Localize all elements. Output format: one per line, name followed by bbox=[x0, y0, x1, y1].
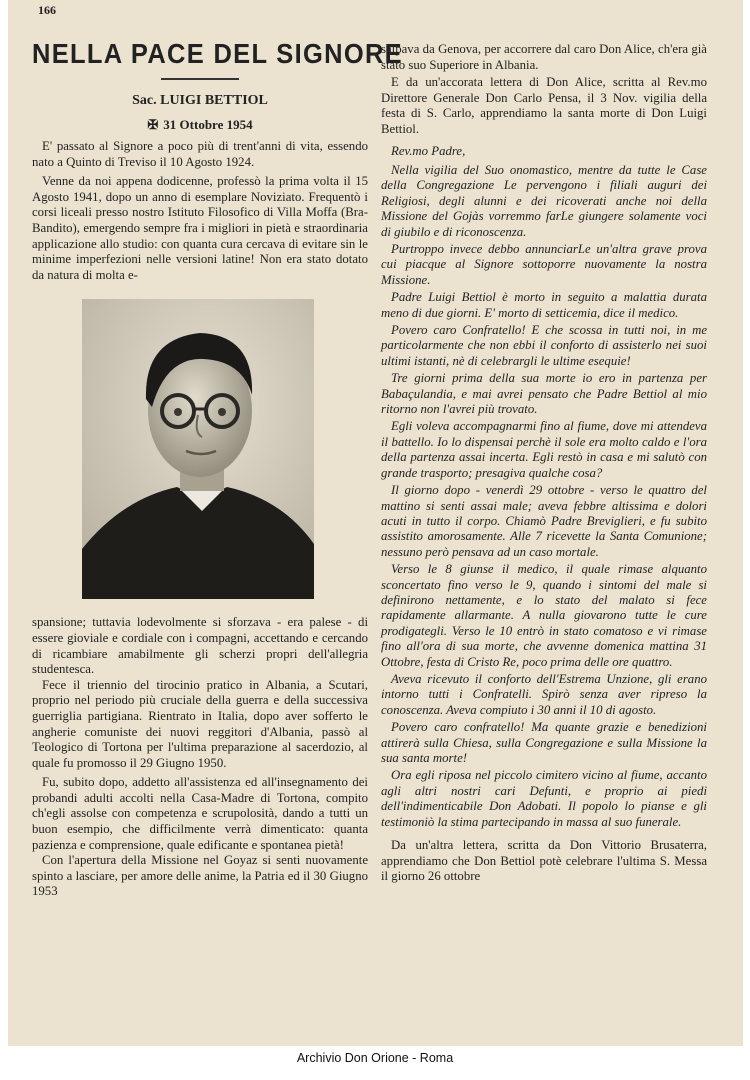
letter-paragraph: Povero caro confratello! Ma quante grazie e benedizioni attirerà sulla Chiesa, sulla Congregazione e sulla Missione la sua santa morte! bbox=[381, 720, 707, 765]
letter-paragraph: Il giorno dopo - venerdì 29 ottobre - verso le quattro del mattino si senti assai male; aveva febbre altissima e dolori acuti in tutto il corpo. Chiamò Padre Breviglieri, e fu subito assistito amorosamente. Alle 7 ricevette la Santa Comunione; nessuno però pensava ad un caso mortale. bbox=[381, 483, 707, 559]
portrait-photo bbox=[82, 299, 314, 599]
letter-paragraph: Aveva ricevuto il conforto dell'Estrema Unzione, gli erano intorno tutti i Confratelli. Spirò senza aver ripreso la conoscenza. Aveva compiuto i 30 anni il 10 di agosto. bbox=[381, 671, 707, 717]
article-headline: NELLA PACE DEL SIGNORE bbox=[32, 38, 403, 70]
paragraph: E' passato al Signore a poco più di trent'anni di vita, essendo nato a Quinto di Treviso il 10 Agosto 1924. bbox=[32, 139, 368, 169]
letter-salutation: Rev.mo Padre, bbox=[391, 143, 466, 158]
death-date-text: 31 Ottobre 1954 bbox=[163, 117, 253, 132]
letter-paragraph: Verso le 8 giunse il medico, il quale rimase alquanto sconcertato fino verso le 9, quando i sintomi del male si definirono nettamente, e lo stato del malato si fece rapidamente allarmante. A nulla giovarono tutte le cure prodigategli. Verso le 10 entrò in stato comatoso e vi rimase fino all'ora di sua morte, che avvenne domenica mattina 31 Ottobre, festa di Cristo Re, poco prima delle ore quattro. bbox=[381, 562, 707, 669]
portrait-image bbox=[82, 299, 314, 599]
paragraph: E da un'accorata lettera di Don Alice, scritta al Rev.mo Direttore Generale Don Carlo Pensa, il 3 Nov. vigilia della festa di S. Carlo, apprendiamo la santa morte di Don Luigi Bettiol. bbox=[381, 75, 707, 136]
letter-paragraph: Tre giorni prima della sua morte io ero in partenza per Babaçulandia, e mai avrei pensato che Padre Bettiol al mio ritorno non l'avrei più trovato. bbox=[381, 371, 707, 417]
article-byline: Sac. LUIGI BETTIOL bbox=[132, 93, 268, 108]
paragraph: Fu, subito dopo, addetto all'assistenza ed all'insegnamento dei probandi adulti accolti nella Casa-Madre di Tortona, compito ch'egli assolse con competenza e scrupolosità, dando a tutti un buon esempio, che difficilmente verrà dimenticato: quanta pazienza e comprensione, quale edificante e spontanea pietà! bbox=[32, 775, 368, 852]
archive-footer: Archivio Don Orione - Roma bbox=[296, 1051, 454, 1065]
letter-paragraph: Purtroppo invece debbo annunciarLe un'altra grave prova cui piacque al Signore sottoporre nuovamente la nostra Missione. bbox=[381, 242, 707, 287]
paragraph: Fece il triennio del tirocinio pratico in Albania, a Scutari, proprio nel periodo più cruciale della guerra e della successiva guerriglia partigiana. Rientrato in Italia, dopo aver sofferto le angherie comuniste dei nuovi reggitori d'Albania, passò al Teologico di Tortona per l'ultima preparazione al sacerdozio, al quale fu promosso il 29 Giugno 1950. bbox=[32, 677, 368, 770]
left-column bbox=[32, 38, 403, 900]
letter-paragraph: Egli voleva accompagnarmi fino al fiume, dove mi attendeva il battello. Io lo dispensai perchè il sole era molto caldo e l'ora della partenza assai incerta. Egli restò in casa e mi salutò con grande trasporto; presagiva qualche cosa? bbox=[381, 419, 707, 480]
letter-paragraph: Ora egli riposa nel piccolo cimitero vicino al fiume, accanto agli altri nostri cari Defunti, e proprio ai piedi dell'indimenticabile Don Adobati. Il popolo lo pianse e gli testimoniò la stima partecipando in massa al suo funerale. bbox=[381, 768, 707, 829]
paragraph: Venne da noi appena dodicenne, professò la prima volta il 15 Agosto 1941, dopo un anno di esemplare Noviziato. Frequentò i corsi liceali presso nostro Istituto Filosofico di Villa Moffa (Bra-Bandito), emergendo sempre fra i migliori in pietà e straordinaria applicazione allo studio: con quanta cura cercava di evitare sin le minime imperfezioni nelle versioni latine! Non era stato dotato da natura di molta e- bbox=[32, 174, 368, 282]
paragraph: salpava da Genova, per accorrere dal caro Don Alice, ch'era già stato suo Superiore in Albania. bbox=[381, 42, 707, 72]
letter-paragraph: Povero caro Confratello! E che scossa in tutti noi, in me particolarmente che non ebbi il conforto di assisterlo nei suoi ultimi istanti, nè di celebrargli le ultime esequie! bbox=[381, 323, 707, 368]
cross-icon: ✠ bbox=[147, 117, 159, 132]
headline-rule bbox=[161, 78, 239, 80]
paragraph: spansione; tuttavia lodevolmente si sforzava - era palese - di essere gioviale e cordiale con i compagni, accettando e cercando di ricambiare amabilmente gli scherzi propri dell'allegria studentesca. bbox=[32, 615, 368, 677]
paragraph: Con l'apertura della Missione nel Goyaz si senti nuovamente spinto a lasciare, per amore delle anime, la Patria ed il 30 Giugno 1953 bbox=[32, 853, 368, 899]
letter-paragraph: Padre Luigi Bettiol è morto in seguito a malattia durata meno di due giorni. E' morto di setticemia, dice il medico. bbox=[381, 290, 707, 320]
scanned-page bbox=[8, 0, 743, 1046]
page-number: 166 bbox=[38, 3, 56, 17]
paragraph: Da un'altra lettera, scritta da Don Vittorio Brusaterra, apprendiamo che Don Bettiol potè celebrare l'ultima S. Messa il giorno 26 ottobre bbox=[381, 838, 707, 884]
death-date bbox=[32, 116, 368, 133]
letter-paragraph: Nella vigilia del Suo onomastico, mentre da tutte le Case della Congregazione Le pervengono i filiali auguri dei Religiosi, degli alunni e dei ricoverati anche noi della Missione del Gojàs vorremmo farLe giungere solamente voci di giubilo e di riconoscenza. bbox=[381, 162, 707, 239]
right-column bbox=[381, 42, 707, 887]
